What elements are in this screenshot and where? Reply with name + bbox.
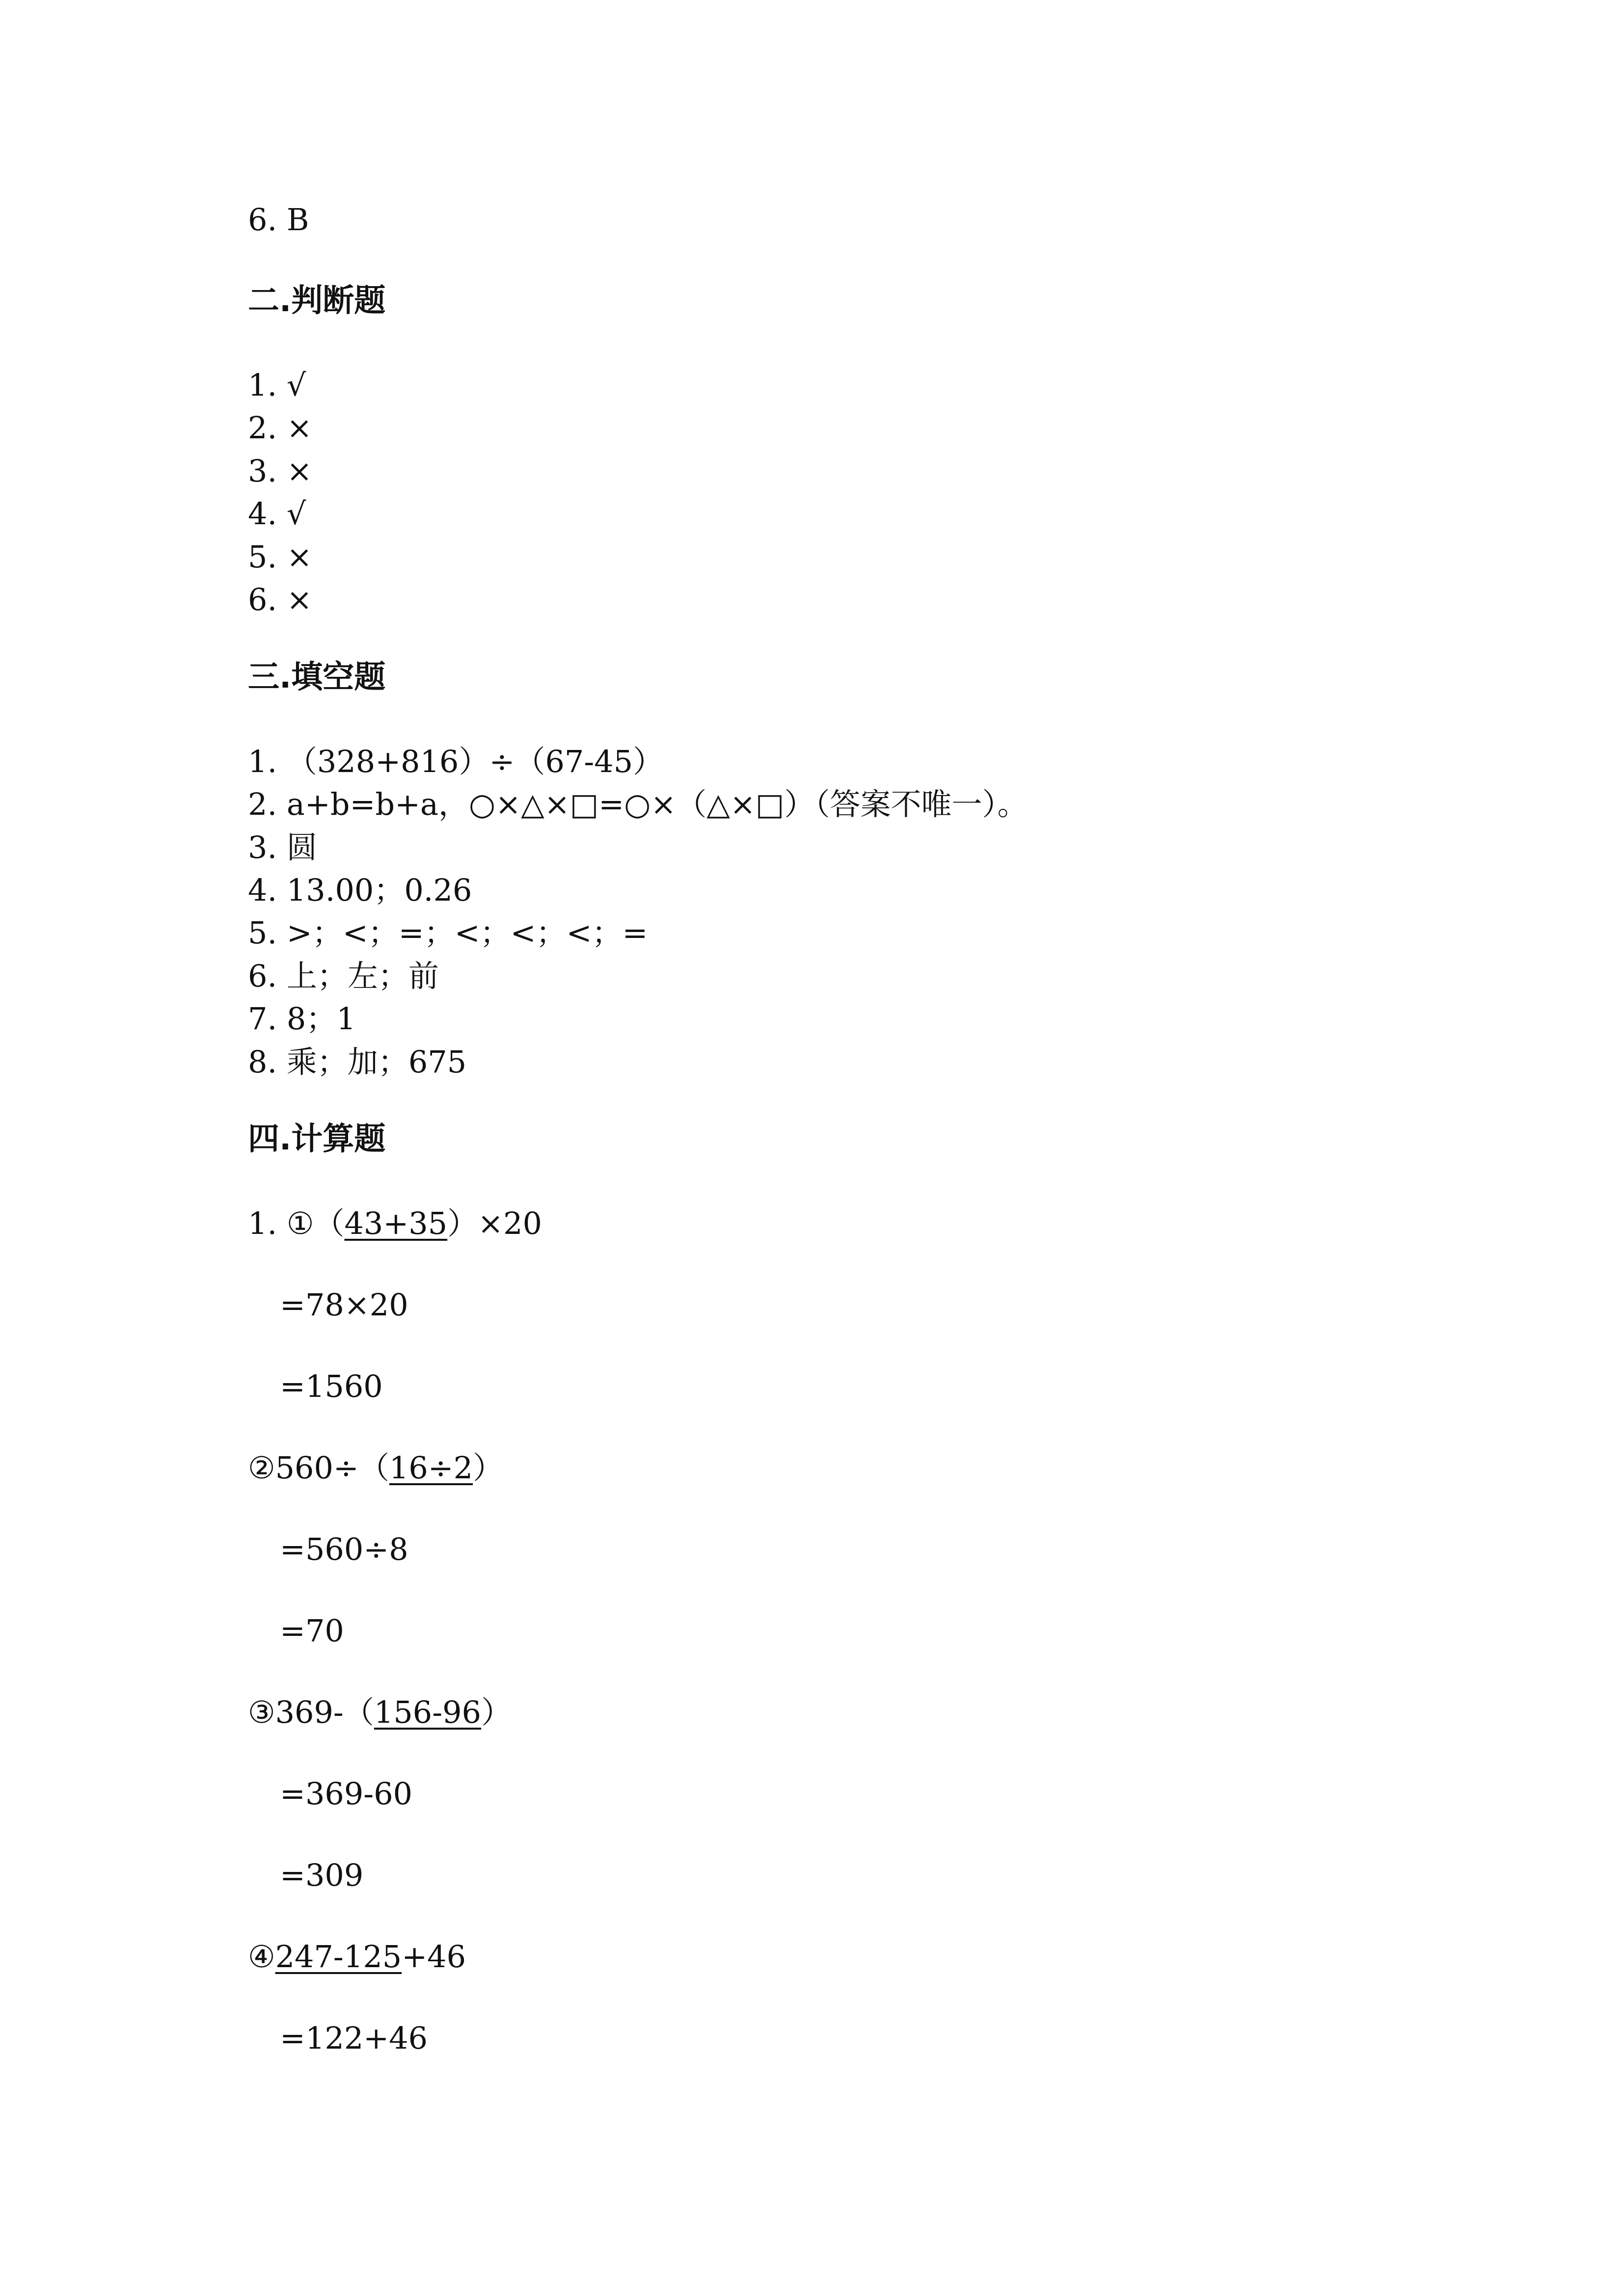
section-title-fill-blank: 三.填空题 [248, 659, 386, 695]
choice-answer-6: 6. B [248, 202, 309, 238]
calc-question-4 [248, 1937, 466, 1976]
calc-q1-suffix: ）×20 [447, 1205, 542, 1241]
fill-answer-4: 4. 13.00；0.26 [248, 872, 472, 908]
judgment-answer-5: 5. × [248, 539, 312, 575]
fill-answer-8: 8. 乘；加；675 [248, 1044, 467, 1080]
fill-answer-1: 1. （328+816）÷（67-45） [248, 744, 664, 779]
calc-q3-suffix: ） [481, 1694, 512, 1730]
calc-q2-underlined-part: 16÷2 [389, 1450, 473, 1486]
judgment-answer-6: 6. × [248, 582, 312, 617]
calc-q1-step-1: =78×20 [280, 1287, 408, 1323]
calc-q2-prefix: ②560÷（ [248, 1450, 389, 1486]
calc-q4-step-1: =122+46 [280, 2020, 428, 2056]
calc-q4-prefix: ④ [248, 1939, 275, 1975]
calc-q1-step-2: =1560 [280, 1368, 383, 1404]
calc-question-1 [248, 1204, 542, 1243]
calc-q3-prefix: ③369-（ [248, 1694, 374, 1730]
fill-answer-6: 6. 上；左；前 [248, 958, 439, 994]
calc-q2-suffix: ） [473, 1450, 504, 1486]
judgment-answer-3: 3. × [248, 453, 312, 489]
calc-q3-underlined-part: 156-96 [374, 1694, 482, 1730]
calc-q3-step-2: =309 [280, 1857, 364, 1893]
calc-q2-step-1: =560÷8 [280, 1531, 408, 1567]
judgment-answer-4: 4. √ [248, 496, 306, 532]
judgment-answer-2: 2. × [248, 410, 312, 446]
calc-q4-underlined-part: 247-125 [275, 1939, 402, 1975]
calc-question-2 [248, 1448, 503, 1488]
section-title-calculation: 四.计算题 [248, 1121, 386, 1157]
fill-answer-3: 3. 圆 [248, 829, 317, 865]
judgment-answer-1: 1. √ [248, 367, 306, 403]
calc-q1-underlined-part: 43+35 [344, 1205, 448, 1241]
calc-question-3 [248, 1693, 512, 1732]
calc-q2-step-2: =70 [280, 1613, 344, 1649]
fill-answer-5: 5. >；<；=；<；<；<；= [248, 915, 648, 951]
calc-q3-step-1: =369-60 [280, 1776, 413, 1812]
calc-q4-suffix: +46 [402, 1939, 466, 1975]
fill-answer-7: 7. 8；1 [248, 1001, 356, 1037]
calc-q1-prefix: 1. ①（ [248, 1205, 345, 1241]
fill-answer-2: 2. a+b=b+a，○×△×□=○×（△×□）（答案不唯一）。 [248, 786, 1028, 822]
section-title-judgment: 二.判断题 [248, 283, 386, 319]
